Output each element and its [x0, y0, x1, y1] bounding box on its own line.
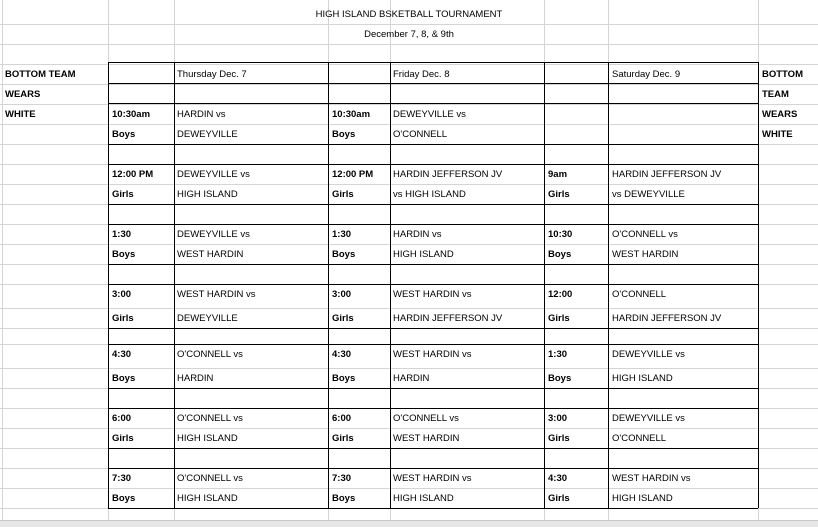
game-team-1[interactable]: DEWEYVILLE vs: [177, 229, 250, 240]
game-division[interactable]: Boys: [332, 373, 356, 384]
game-division[interactable]: Girls: [548, 313, 570, 324]
table-border-horizontal: [108, 62, 758, 63]
table-border-horizontal: [108, 508, 758, 509]
gridline-horizontal: [0, 184, 818, 185]
game-time[interactable]: 10:30am: [112, 109, 151, 120]
table-border-vertical: [544, 62, 545, 508]
game-division[interactable]: Boys: [332, 493, 356, 504]
gridline-horizontal: [0, 84, 818, 85]
table-border-vertical: [328, 62, 329, 508]
game-time[interactable]: 12:00: [548, 289, 573, 300]
table-border-horizontal: [108, 224, 758, 225]
game-team-2[interactable]: HIGH ISLAND: [177, 189, 238, 200]
game-team-1[interactable]: WEST HARDIN vs: [393, 289, 472, 300]
game-team-2[interactable]: WEST HARDIN: [612, 249, 679, 260]
note-left-line[interactable]: WHITE: [5, 109, 36, 120]
gridline-horizontal: [0, 368, 818, 369]
game-time[interactable]: 3:00: [548, 413, 568, 424]
gridline-horizontal: [0, 488, 818, 489]
note-right-line[interactable]: BOTTOM: [762, 69, 803, 80]
game-division[interactable]: Boys: [112, 493, 136, 504]
game-team-2[interactable]: O'CONNELL: [612, 433, 667, 444]
game-division[interactable]: Boys: [112, 373, 136, 384]
game-time[interactable]: 1:30: [548, 349, 568, 360]
game-time[interactable]: 4:30: [332, 349, 352, 360]
table-border-horizontal: [108, 284, 758, 285]
game-team-1[interactable]: WEST HARDIN vs: [177, 289, 256, 300]
game-time[interactable]: 4:30: [112, 349, 132, 360]
game-time[interactable]: 3:00: [332, 289, 352, 300]
game-team-1[interactable]: DEWEYVILLE vs: [393, 109, 466, 120]
game-team-1[interactable]: DEWEYVILLE vs: [177, 169, 250, 180]
table-border-vertical: [174, 62, 175, 508]
game-team-1[interactable]: DEWEYVILLE vs: [612, 413, 685, 424]
table-border-horizontal: [108, 328, 758, 329]
game-division[interactable]: Girls: [332, 313, 354, 324]
game-team-1[interactable]: O'CONNELL vs: [393, 413, 459, 424]
game-team-2[interactable]: WEST HARDIN: [393, 433, 460, 444]
table-border-horizontal: [108, 144, 758, 145]
game-division[interactable]: Girls: [548, 433, 570, 444]
game-team-2[interactable]: HIGH ISLAND: [393, 493, 454, 504]
day-header[interactable]: Thursday Dec. 7: [177, 69, 247, 80]
note-left-line[interactable]: WEARS: [5, 89, 41, 100]
table-border-vertical: [758, 62, 759, 508]
game-team-1[interactable]: HARDIN vs: [393, 229, 442, 240]
game-team-1[interactable]: HARDIN vs: [177, 109, 226, 120]
table-border-horizontal: [108, 83, 758, 84]
game-time[interactable]: 10:30: [548, 229, 573, 240]
game-team-1[interactable]: O'CONNELL: [612, 289, 667, 300]
gridline-horizontal: [0, 24, 818, 25]
game-division[interactable]: Boys: [548, 373, 572, 384]
tournament-dates[interactable]: December 7, 8, & 9th: [364, 29, 454, 40]
game-team-1[interactable]: HARDIN JEFFERSON JV: [393, 169, 503, 180]
game-division[interactable]: Girls: [332, 189, 354, 200]
game-team-1[interactable]: O'CONNELL vs: [177, 473, 243, 484]
note-left-line[interactable]: BOTTOM TEAM: [5, 69, 76, 80]
game-time[interactable]: 7:30: [112, 473, 132, 484]
game-team-2[interactable]: HIGH ISLAND: [612, 373, 673, 384]
game-team-2[interactable]: HIGH ISLAND: [612, 493, 673, 504]
game-time[interactable]: 6:00: [332, 413, 352, 424]
note-right-line[interactable]: WHITE: [762, 129, 793, 140]
gridline-horizontal: [0, 308, 818, 309]
game-time[interactable]: 12:00 PM: [332, 169, 374, 180]
gridline-horizontal: [0, 44, 818, 45]
game-team-2[interactable]: WEST HARDIN: [177, 249, 244, 260]
table-border-vertical: [390, 62, 391, 508]
note-right-line[interactable]: TEAM: [762, 89, 789, 100]
gridline-horizontal: [0, 428, 818, 429]
game-division[interactable]: Boys: [112, 129, 136, 140]
table-border-horizontal: [108, 344, 758, 345]
table-border-vertical: [608, 62, 609, 508]
game-time[interactable]: 7:30: [332, 473, 352, 484]
game-time[interactable]: 10:30am: [332, 109, 371, 120]
note-right-line[interactable]: WEARS: [762, 109, 798, 120]
game-time[interactable]: 1:30: [332, 229, 352, 240]
game-team-2[interactable]: vs DEWEYVILLE: [612, 189, 685, 200]
gridline-horizontal: [0, 124, 818, 125]
table-border-horizontal: [108, 264, 758, 265]
game-team-2[interactable]: HIGH ISLAND: [177, 433, 238, 444]
tournament-title[interactable]: HIGH ISLAND BSKETBALL TOURNAMENT: [315, 9, 503, 20]
table-border-vertical: [108, 62, 109, 508]
game-team-2[interactable]: DEWEYVILLE: [177, 129, 238, 140]
table-border-horizontal: [108, 408, 758, 409]
game-time[interactable]: 1:30: [112, 229, 132, 240]
game-division[interactable]: Boys: [548, 249, 572, 260]
game-division[interactable]: Girls: [548, 189, 570, 200]
game-team-2[interactable]: HARDIN JEFFERSON JV: [393, 313, 503, 324]
game-division[interactable]: Girls: [112, 433, 134, 444]
game-division[interactable]: Boys: [112, 249, 136, 260]
game-team-2[interactable]: HIGH ISLAND: [393, 249, 454, 260]
game-team-1[interactable]: HARDIN JEFFERSON JV: [612, 169, 722, 180]
game-division[interactable]: Girls: [548, 493, 570, 504]
gridline-horizontal: [0, 244, 818, 245]
game-team-2[interactable]: vs HIGH ISLAND: [393, 189, 466, 200]
table-border-horizontal: [108, 388, 758, 389]
table-border-horizontal: [108, 468, 758, 469]
table-border-horizontal: [108, 448, 758, 449]
game-team-1[interactable]: WEST HARDIN vs: [393, 349, 472, 360]
game-time[interactable]: 12:00 PM: [112, 169, 154, 180]
game-time[interactable]: 6:00: [112, 413, 132, 424]
table-border-horizontal: [108, 164, 758, 165]
game-division[interactable]: Girls: [332, 433, 354, 444]
game-time[interactable]: 4:30: [548, 473, 568, 484]
game-team-2[interactable]: O'CONNELL: [393, 129, 448, 140]
game-team-1[interactable]: WEST HARDIN vs: [393, 473, 472, 484]
table-border-horizontal: [108, 103, 758, 104]
game-division[interactable]: Boys: [332, 129, 356, 140]
game-team-1[interactable]: DEWEYVILLE vs: [612, 349, 685, 360]
gridline-horizontal: [0, 64, 818, 65]
game-team-2[interactable]: HIGH ISLAND: [177, 493, 238, 504]
game-division[interactable]: Girls: [112, 189, 134, 200]
gridline-vertical: [2, 0, 3, 520]
game-team-1[interactable]: O'CONNELL vs: [177, 349, 243, 360]
game-time[interactable]: 3:00: [112, 289, 132, 300]
game-team-1[interactable]: WEST HARDIN vs: [612, 473, 691, 484]
game-division[interactable]: Girls: [112, 313, 134, 324]
game-team-2[interactable]: HARDIN: [177, 373, 214, 384]
game-team-2[interactable]: HARDIN JEFFERSON JV: [612, 313, 722, 324]
game-time[interactable]: 9am: [548, 169, 568, 180]
gridline-horizontal: [0, 104, 818, 105]
table-border-horizontal: [108, 204, 758, 205]
game-division[interactable]: Boys: [332, 249, 356, 260]
game-team-1[interactable]: O'CONNELL vs: [177, 413, 243, 424]
game-team-1[interactable]: O'CONNELL vs: [612, 229, 678, 240]
game-team-2[interactable]: DEWEYVILLE: [177, 313, 238, 324]
game-team-2[interactable]: HARDIN: [393, 373, 430, 384]
day-header[interactable]: Saturday Dec. 9: [612, 69, 681, 80]
day-header[interactable]: Friday Dec. 8: [393, 69, 450, 80]
